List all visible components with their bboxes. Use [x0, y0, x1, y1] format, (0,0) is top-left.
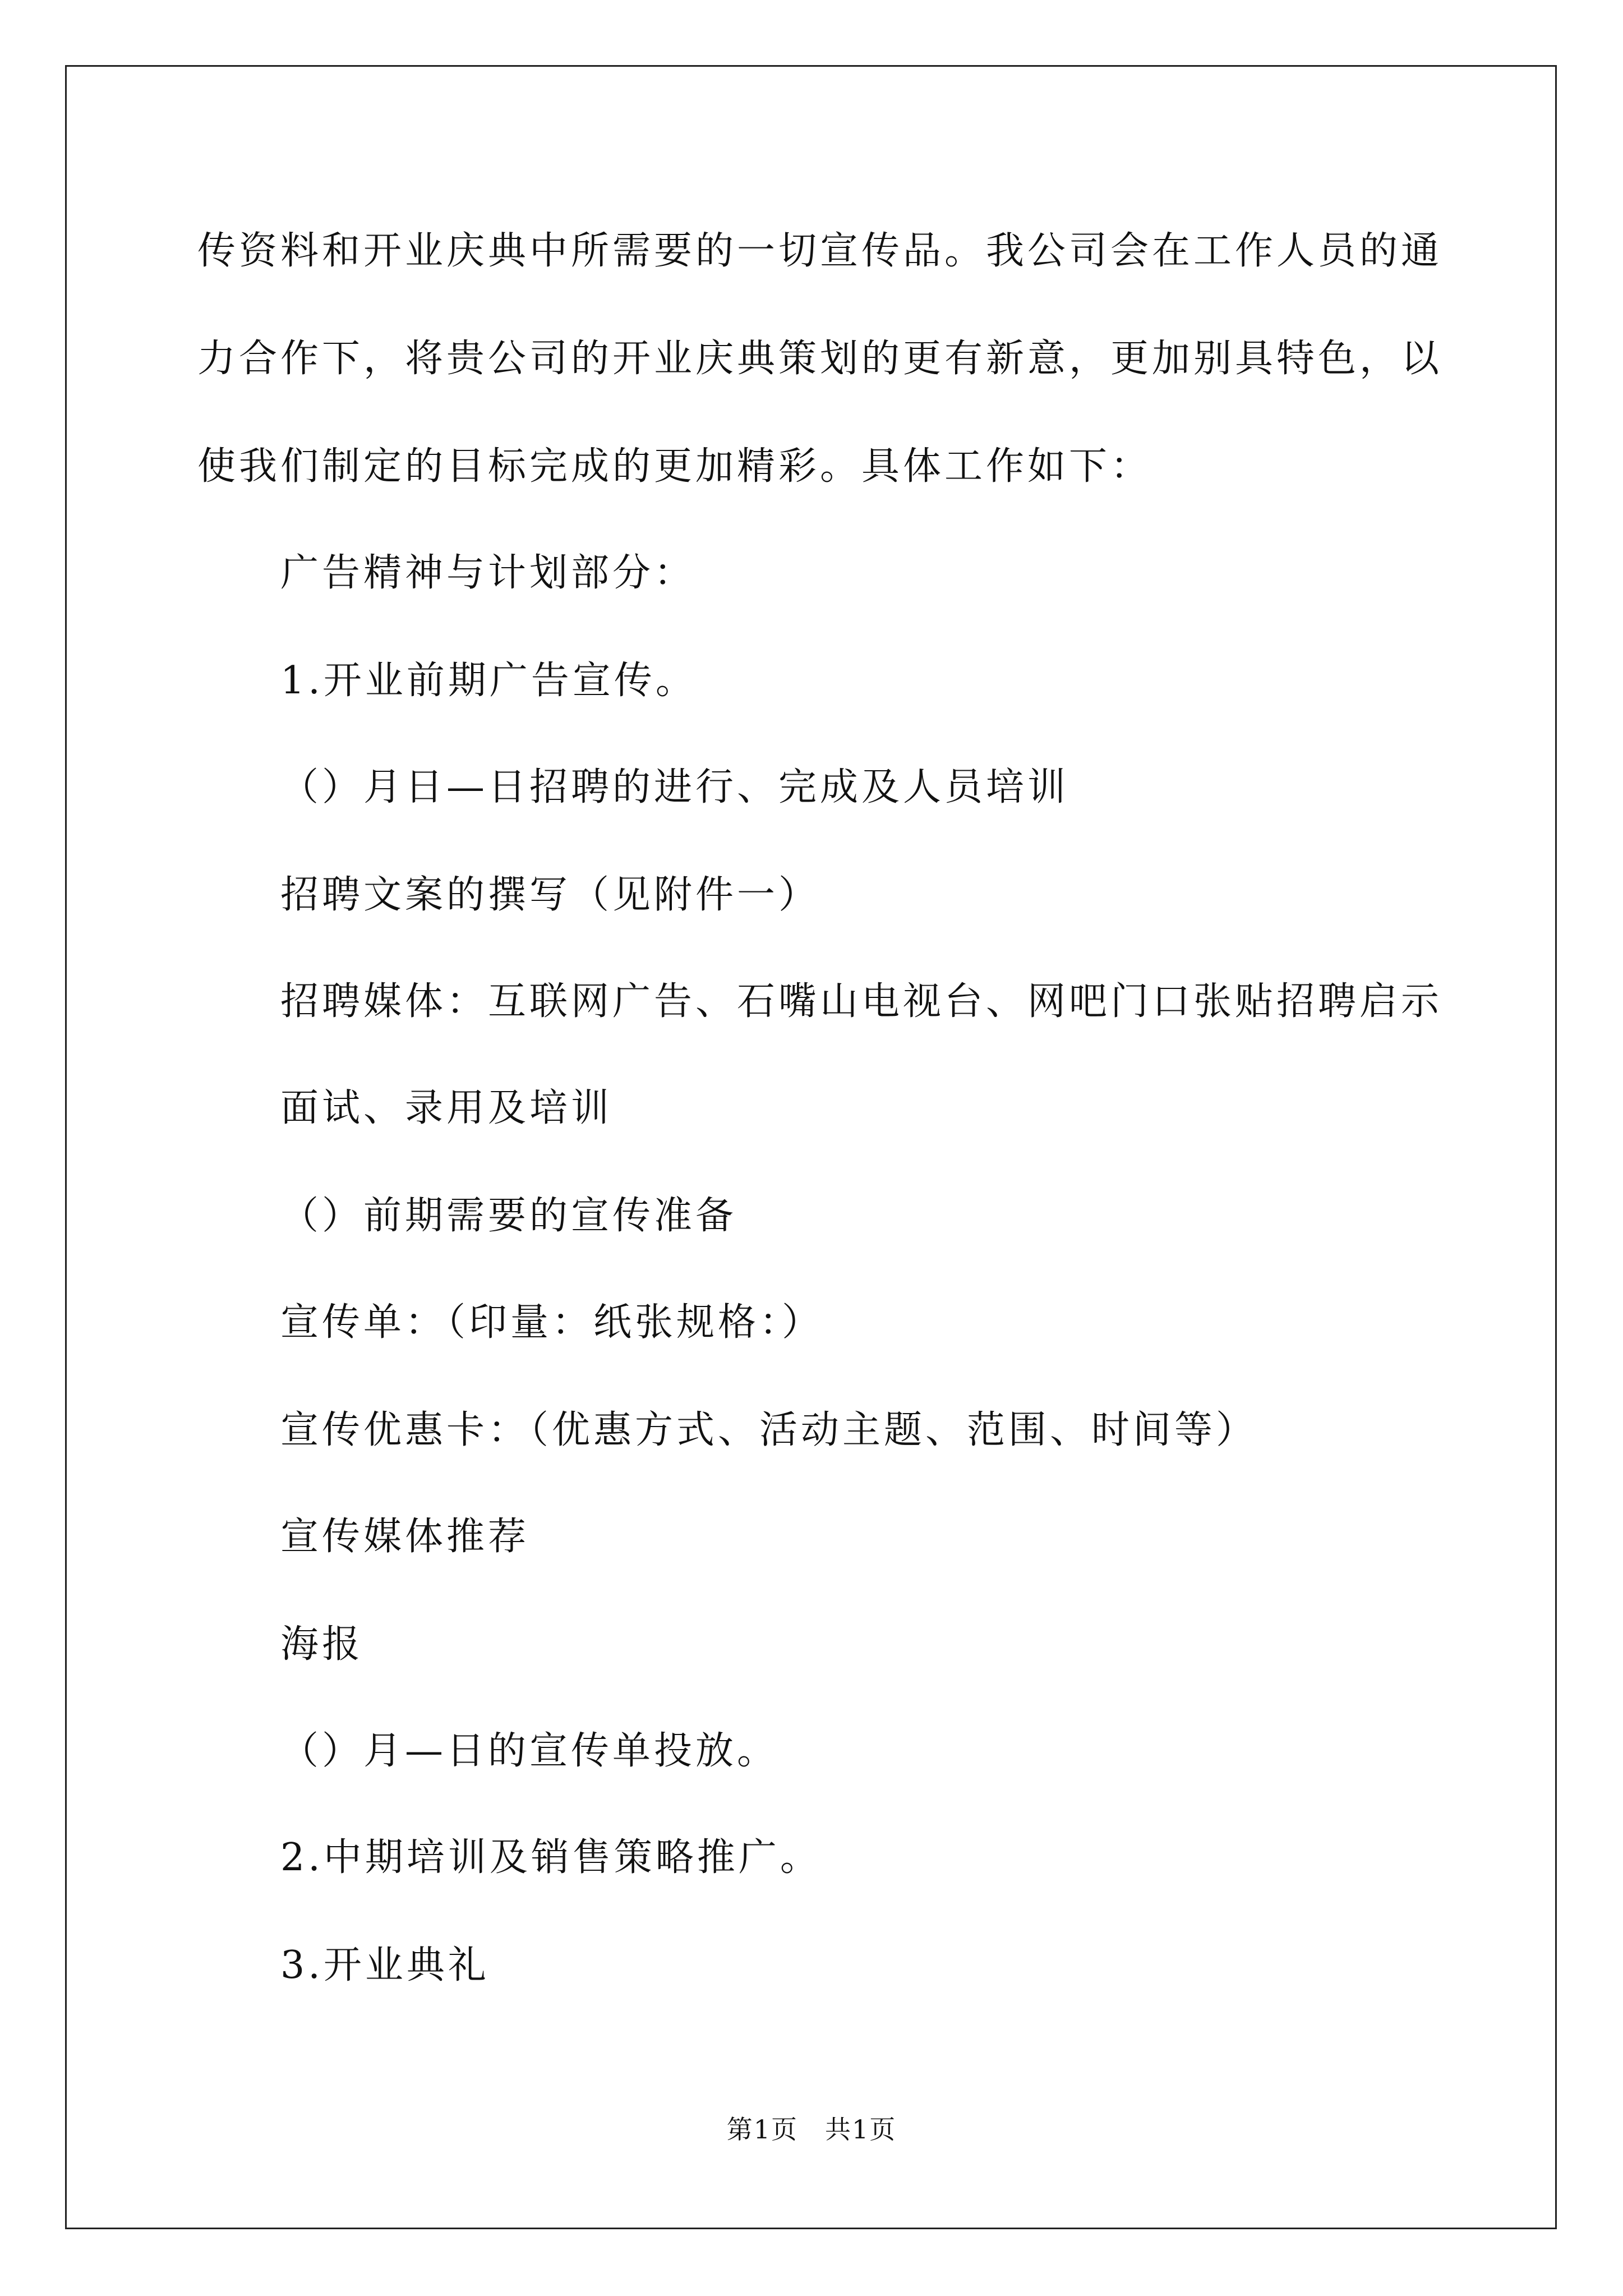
sub-item-preparation: （）前期需要的宣传准备 — [280, 1194, 737, 1238]
body-line-recruit-media: 招聘媒体：互联网广告、石嘴山电视台、网吧门口张贴招聘启示 — [280, 979, 1443, 1024]
body-line-recruit-copy: 招聘文案的撰写（见附件一） — [280, 873, 820, 917]
body-line-interview: 面试、录用及培训 — [280, 1086, 613, 1130]
body-line-1: 传资料和开业庆典中所需要的一切宣传品。我公司会在工作人员的通 — [197, 229, 1443, 273]
page-border — [65, 65, 1557, 2229]
list-item-3: 3.开业典礼 — [280, 1943, 490, 1987]
list-item-1: 1.开业前期广告宣传。 — [280, 659, 697, 703]
body-line-3: 使我们制定的目标完成的更加精彩。具体工作如下： — [197, 444, 1152, 489]
body-line-media: 宣传媒体推荐 — [280, 1515, 530, 1559]
sub-item-recruitment: （）月日—日招聘的进行、完成及人员培训 — [280, 765, 1069, 809]
body-line-2: 力合作下，将贵公司的开业庆典策划的更有新意，更加别具特色，以 — [197, 337, 1443, 381]
body-line-poster: 海报 — [280, 1622, 364, 1667]
section-heading: 广告精神与计划部分： — [280, 551, 696, 595]
body-line-flyer: 宣传单：（印量：纸张规格：） — [280, 1300, 824, 1345]
list-item-2: 2.中期培训及销售策略推广。 — [280, 1835, 822, 1880]
body-line-discount-card: 宣传优惠卡：（优惠方式、活动主题、范围、时间等） — [280, 1408, 1258, 1452]
sub-item-distribution: （）月—日的宣传单投放。 — [280, 1729, 779, 1773]
page-footer: 第1页 共1页 — [726, 2114, 897, 2145]
